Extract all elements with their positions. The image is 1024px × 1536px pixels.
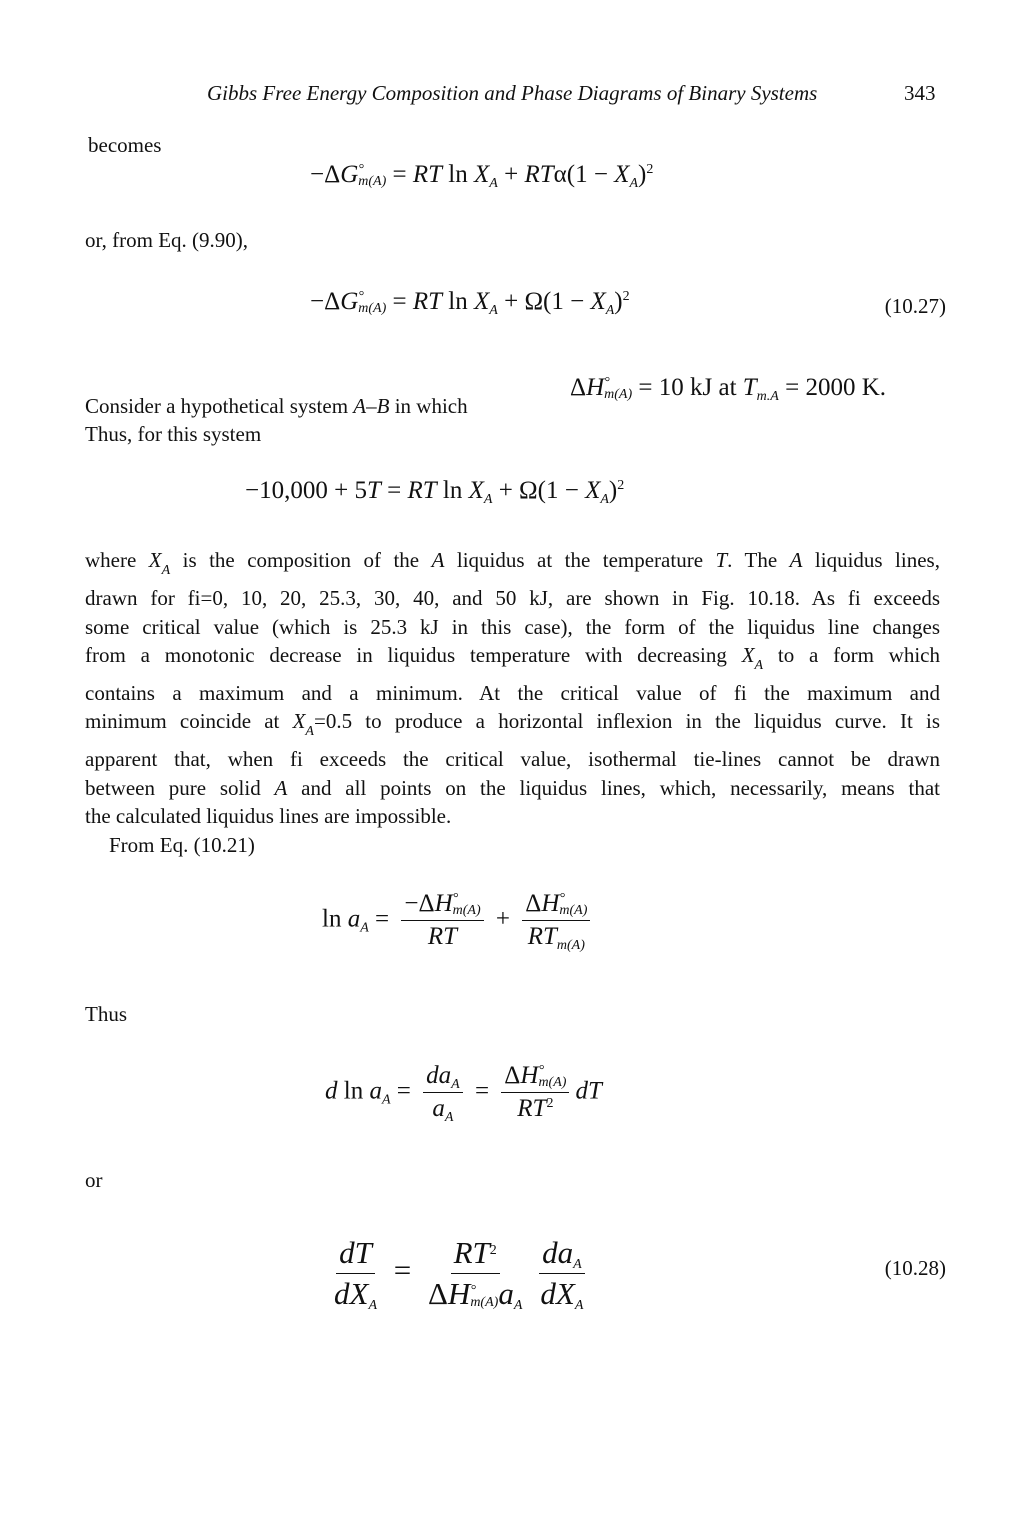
math-glyph — [429, 1093, 456, 1126]
math-glyph: minimum coincide at — [85, 709, 293, 733]
math-glyph: to a form which — [763, 643, 941, 667]
math-glyph: A — [629, 176, 639, 191]
math-glyph — [537, 1274, 586, 1312]
math-glyph: m(A) — [452, 903, 481, 919]
equation-10-27 — [310, 287, 630, 317]
math-glyph: + — [489, 905, 517, 933]
math-glyph: m.A — [756, 389, 779, 404]
math-glyph: RT — [412, 288, 443, 315]
running-header: Gibbs Free Energy Composition and Phase Diagrams of Binary Systems — [207, 81, 818, 105]
math-glyph: X — [292, 709, 306, 733]
text-thus-system: Thus, for this system — [85, 422, 262, 446]
math-glyph — [358, 290, 386, 316]
page-number: 343 — [904, 81, 936, 105]
math-glyph — [451, 1077, 460, 1092]
math-glyph: X — [585, 477, 601, 504]
math-glyph — [331, 1235, 380, 1312]
math-glyph — [401, 890, 483, 921]
equation-1 — [310, 160, 653, 190]
math-glyph: RT — [427, 923, 458, 951]
math-glyph: m(A) — [358, 174, 387, 190]
math-glyph — [539, 1235, 585, 1274]
math-glyph: T — [366, 477, 381, 504]
math-glyph: A — [353, 394, 367, 418]
math-glyph: da — [426, 1062, 452, 1090]
math-glyph: = 10 kJ at — [632, 374, 743, 401]
math-glyph — [538, 1064, 566, 1090]
math-glyph: m(A) — [538, 1075, 567, 1091]
math-glyph: Δ — [504, 1062, 521, 1089]
math-glyph: a — [432, 1095, 445, 1123]
math-glyph: . The — [727, 548, 790, 572]
math-glyph: A — [368, 1298, 377, 1313]
math-glyph — [360, 920, 369, 935]
math-glyph: −10,000 + 5 — [245, 477, 367, 504]
text-or: or — [85, 1168, 103, 1192]
equation-system — [245, 476, 624, 506]
math-glyph: ° — [358, 289, 364, 305]
math-glyph: a — [498, 1276, 514, 1311]
math-glyph — [559, 892, 587, 918]
math-glyph: ) — [614, 288, 623, 315]
math-glyph: + — [497, 161, 525, 188]
math-glyph: A — [483, 492, 493, 507]
math-glyph: 2 — [622, 289, 630, 304]
math-glyph: Consider a hypothetical system — [85, 394, 354, 418]
math-glyph: X — [468, 477, 484, 504]
math-glyph: = — [386, 1252, 419, 1288]
math-glyph: X — [590, 288, 606, 315]
math-glyph — [425, 1274, 525, 1312]
paragraph-line: apparent that, when fi exceeds the critical value, isothermal tie-lines cannot be drawn — [85, 747, 940, 771]
text-or-from-eq: or, from Eq. (9.90), — [85, 228, 249, 252]
math-glyph: m(A) — [559, 903, 588, 919]
math-glyph: a — [347, 905, 361, 933]
paragraph-line — [85, 548, 940, 583]
math-glyph — [537, 1235, 586, 1312]
equation-10-28 — [325, 1235, 592, 1312]
math-glyph: a — [369, 1077, 382, 1105]
math-glyph: A — [600, 492, 609, 507]
math-glyph: H — [447, 1276, 471, 1311]
math-glyph: m(A) — [604, 387, 633, 403]
math-glyph: A — [451, 1077, 460, 1093]
text-consider — [85, 394, 468, 418]
math-glyph — [451, 1235, 500, 1274]
math-glyph: G — [340, 288, 359, 315]
math-glyph — [606, 303, 615, 318]
math-glyph: A — [754, 658, 764, 673]
math-glyph: A — [444, 1110, 454, 1126]
math-glyph: A — [431, 548, 445, 572]
math-glyph: ° — [470, 1282, 476, 1298]
math-glyph — [522, 890, 590, 921]
math-glyph — [331, 1274, 380, 1312]
math-glyph: dT — [339, 1235, 372, 1270]
math-glyph: A — [274, 776, 288, 800]
paragraph-line — [85, 709, 940, 744]
math-glyph: ° — [452, 891, 459, 907]
math-glyph: H — [586, 374, 605, 401]
text-thus: Thus — [85, 1002, 127, 1026]
paragraph-line: some critical value (which is 25.3 kJ in this case), the form of the liquidus line changes — [85, 615, 940, 639]
math-glyph — [514, 1093, 556, 1123]
math-glyph: A — [574, 1298, 584, 1313]
math-glyph: dT — [575, 1077, 602, 1105]
math-glyph — [425, 921, 460, 951]
math-glyph — [600, 492, 609, 507]
math-glyph: −Δ — [404, 890, 435, 917]
equation-ln-activity — [322, 890, 596, 954]
math-glyph: A — [305, 724, 314, 739]
math-glyph: α(1 − — [553, 161, 615, 188]
paragraph-line: drawn for fi=0, 10, 20, 25.3, 30, 40, and 50 kJ, are shown in Fig. 10.18. As fi exceeds — [85, 586, 940, 610]
paragraph-line — [85, 776, 940, 800]
math-glyph — [470, 1284, 498, 1310]
math-glyph: Δ — [525, 890, 542, 917]
math-glyph: ln — [436, 477, 469, 504]
math-glyph: 2 — [646, 162, 654, 177]
math-glyph — [501, 1062, 569, 1123]
math-glyph: RT — [412, 161, 443, 188]
math-glyph: da — [542, 1235, 574, 1270]
math-glyph — [358, 163, 386, 189]
math-glyph: A — [381, 1092, 391, 1108]
math-glyph — [489, 176, 498, 191]
math-glyph: ° — [538, 1063, 545, 1079]
math-glyph: ° — [604, 375, 610, 391]
math-glyph — [514, 1298, 523, 1313]
math-glyph: X — [148, 548, 162, 572]
math-glyph: T — [715, 548, 728, 572]
math-glyph: =0.5 to produce a horizontal inflexion in the liquidus curve. It is — [313, 709, 940, 733]
equation-number-10-28: (10.28) — [884, 1256, 946, 1280]
math-glyph: ln — [322, 905, 348, 933]
math-glyph: Δ — [427, 1276, 448, 1311]
math-glyph — [501, 1062, 569, 1093]
math-glyph — [336, 1235, 375, 1274]
math-glyph: RT — [407, 477, 437, 504]
math-glyph — [425, 1235, 525, 1312]
math-glyph: m(A) — [470, 1294, 499, 1310]
math-glyph — [401, 890, 483, 951]
math-glyph: RT — [527, 923, 557, 951]
math-glyph: T — [742, 374, 757, 401]
math-glyph: Δ — [570, 374, 587, 401]
math-glyph: where — [85, 548, 149, 572]
equation-enthalpy — [570, 373, 886, 403]
math-glyph: RT — [524, 161, 554, 188]
math-glyph: – — [366, 394, 377, 418]
math-glyph: = — [390, 1077, 418, 1105]
math-glyph: A — [489, 303, 498, 318]
math-glyph: m(A) — [556, 938, 585, 954]
math-glyph — [757, 389, 779, 404]
math-glyph: m(A) — [358, 301, 387, 317]
math-glyph: A — [161, 563, 171, 578]
math-glyph: 2 — [617, 478, 625, 493]
math-glyph: = — [368, 905, 396, 933]
math-glyph — [604, 376, 632, 402]
equation-number-10-27: (10.27) — [884, 294, 946, 318]
math-glyph — [423, 1062, 463, 1093]
math-glyph — [522, 890, 590, 954]
math-glyph: between pure solid — [85, 776, 275, 800]
math-glyph — [423, 1062, 463, 1126]
math-glyph: X — [741, 643, 755, 667]
math-glyph: X — [614, 161, 630, 188]
math-glyph: + Ω(1 − — [492, 477, 586, 504]
math-glyph: liquidus lines, — [802, 548, 940, 572]
math-glyph: from a monotonic decrease in liquidus temperature with decreasing — [85, 643, 742, 667]
math-glyph: H — [541, 890, 560, 917]
equation-d-ln-activity — [325, 1062, 602, 1126]
math-glyph: = — [386, 161, 413, 188]
math-glyph — [525, 921, 588, 954]
math-glyph: dX — [334, 1276, 369, 1311]
math-glyph: and all points on the liquidus lines, which, necessarily, means that — [287, 776, 941, 800]
math-glyph: liquidus at the temperature — [444, 548, 716, 572]
math-glyph: = 2000 K. — [778, 374, 886, 401]
math-glyph: A — [360, 920, 369, 936]
math-glyph: ° — [559, 891, 565, 907]
math-glyph: H — [434, 890, 453, 917]
math-glyph: ln — [337, 1077, 370, 1105]
paragraph-line: contains a maximum and a minimum. At the critical value of fi the maximum and — [85, 681, 940, 705]
math-glyph: A — [789, 548, 803, 572]
text-becomes: becomes — [88, 133, 162, 157]
math-glyph — [629, 176, 638, 191]
math-glyph — [453, 892, 481, 918]
paragraph-line — [85, 643, 940, 678]
math-glyph: A — [573, 1257, 582, 1272]
math-glyph: = — [380, 477, 408, 504]
math-glyph: ln — [442, 288, 474, 315]
math-glyph: H — [520, 1062, 539, 1089]
math-glyph: + Ω(1 − — [497, 288, 591, 315]
math-glyph — [489, 303, 498, 318]
math-glyph: 2 — [546, 1096, 554, 1112]
math-glyph: ln — [442, 161, 474, 188]
paragraph-line: the calculated liquidus lines are impossible. — [85, 804, 452, 828]
math-glyph: 2 — [489, 1243, 497, 1258]
math-glyph: B — [376, 394, 390, 418]
math-glyph: A — [605, 303, 615, 318]
math-glyph: A — [513, 1298, 523, 1313]
math-glyph: d — [325, 1077, 338, 1105]
math-glyph: A — [489, 176, 498, 191]
math-glyph: in which — [389, 394, 468, 418]
math-glyph: X — [474, 161, 490, 188]
math-glyph — [368, 1298, 377, 1313]
math-glyph: ) — [638, 161, 647, 188]
paragraph-line: From Eq. (10.21) — [109, 833, 255, 857]
math-glyph: G — [340, 161, 359, 188]
math-glyph: ) — [608, 477, 618, 504]
math-glyph: dX — [540, 1276, 575, 1311]
math-glyph — [382, 1092, 391, 1107]
math-glyph: is the composition of the — [170, 548, 432, 572]
math-glyph: ° — [358, 162, 364, 178]
math-glyph — [557, 938, 585, 953]
math-glyph: = — [386, 288, 413, 315]
math-glyph — [445, 1110, 454, 1125]
math-glyph — [575, 1298, 584, 1313]
math-glyph: X — [474, 288, 490, 315]
math-glyph: RT — [517, 1095, 547, 1123]
math-glyph: RT — [453, 1235, 490, 1270]
math-glyph: = — [468, 1077, 496, 1105]
math-glyph: −Δ — [310, 288, 341, 315]
math-glyph — [573, 1257, 582, 1272]
math-glyph: −Δ — [310, 161, 341, 188]
